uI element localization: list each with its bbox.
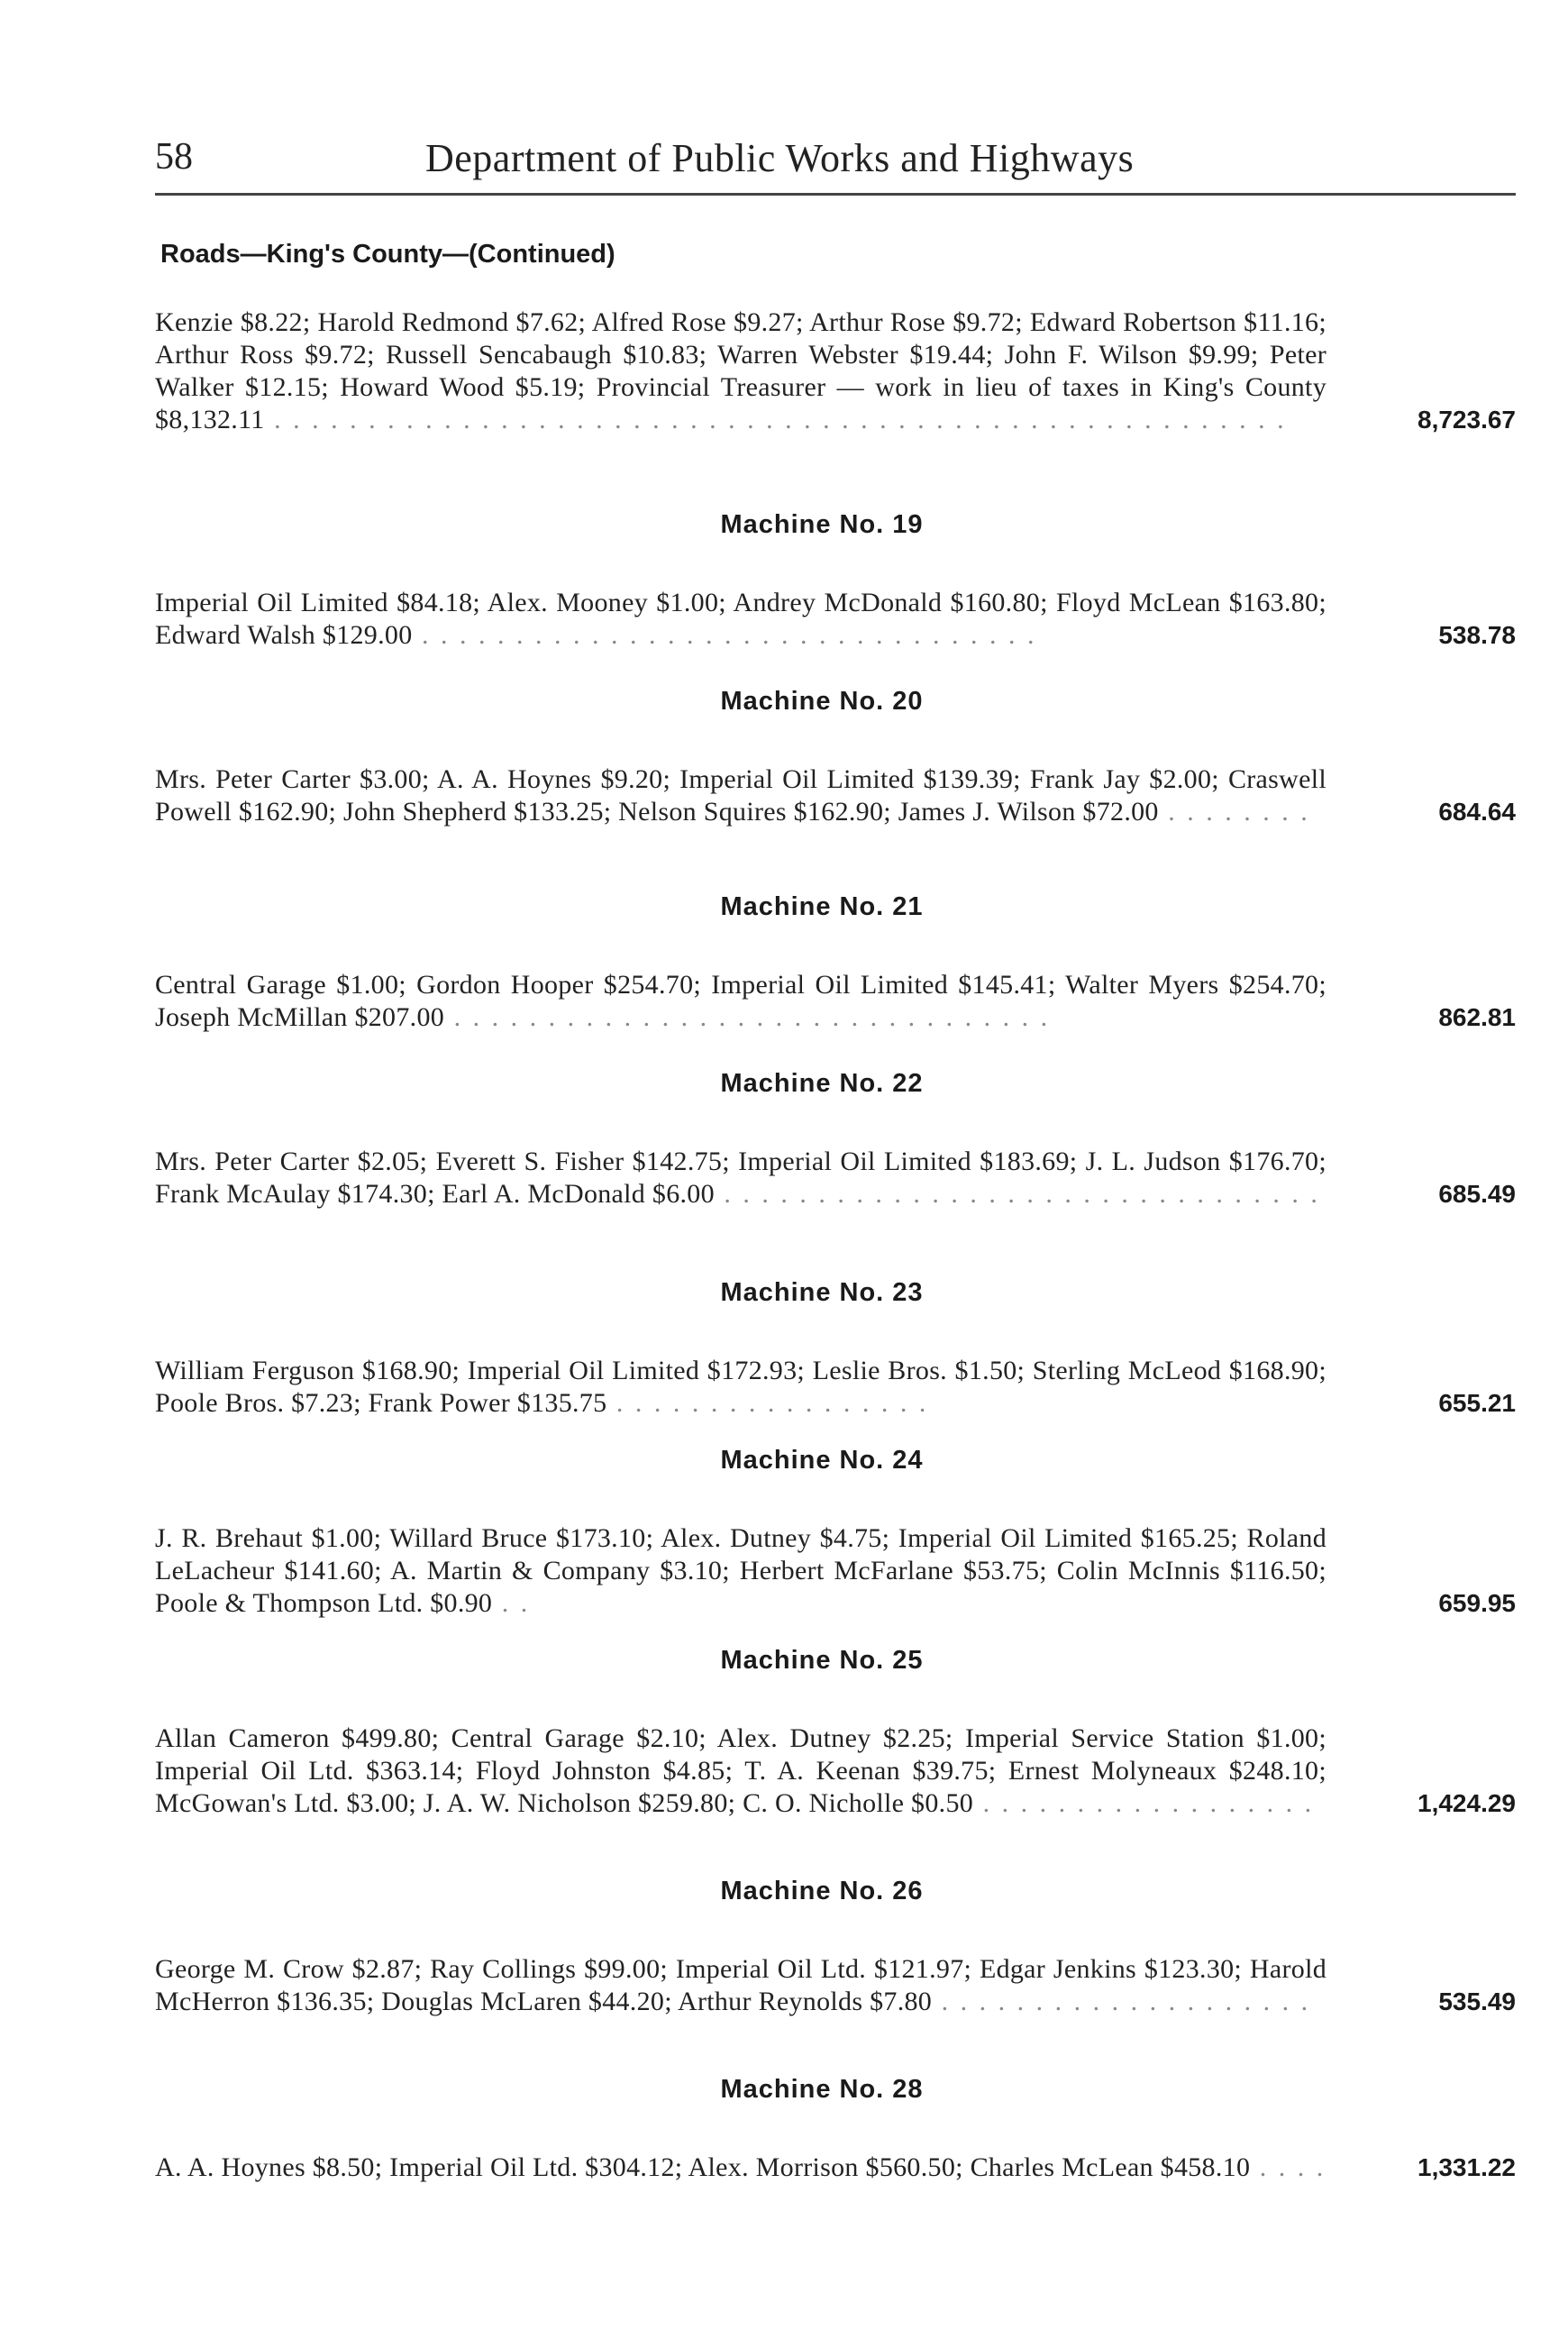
entry-text: Allan Cameron $499.80; Central Garage $2.10; Alex. Dutney $2.25; Imperial Service Station $1.00; Imperial Oil Ltd. $363.14; Floyd Johnston $4.85; T. A. Keenan $39.75; Ernest Molyneaux $248.10; McGowan's Ltd. $3.00; J. A. W. Nicholson $259.80; C. O. Nicholle $0.50 . . . . . . . . . . . . . . . . . .	[155, 1723, 1326, 1818]
dot-leader: . . . . . . . . . . . . . . . . . . . . . . . . . . . . . . . . . . . . . . . . . . . . . . . . . . . . . .	[264, 405, 1287, 434]
dot-leader: . . . . . . . . . . . . . . . . . . . . . . . . . . . . . . . .	[444, 1002, 1051, 1032]
entry-row	[155, 1953, 1516, 2018]
entry-machine-23	[155, 1278, 1516, 1420]
machine-heading: Machine No. 28	[720, 2075, 924, 2104]
dot-leader: . . . . . . . . . . . . . . . . . . . .	[932, 1987, 1311, 2016]
entry-machine-19	[155, 510, 1516, 652]
entry-machine-26	[155, 1877, 1516, 2018]
entry-total: 1,424.29	[1418, 1789, 1516, 1817]
entry-text: Central Garage $1.00; Gordon Hooper $254.70; Imperial Oil Limited $145.41; Walter Myers $254.70; Joseph McMillan $207.00 . . . . . . . . . . . . . . . . . . . . . . . . . . . . . . . .	[155, 970, 1326, 1032]
dot-leader: . . . . . . . . . . . . . . . . . . . . . . . . . . . . . . . . .	[412, 620, 1037, 650]
entry-row	[155, 1355, 1516, 1420]
machine-heading: Machine No. 22	[720, 1069, 924, 1098]
entry-row	[155, 1146, 1516, 1211]
entry-text: Kenzie $8.22; Harold Redmond $7.62; Alfred Rose $9.27; Arthur Rose $9.72; Edward Robertson $11.16; Arthur Ross $9.72; Russell Sencabaugh $10.83; Warren Webster $19.44; John F. Wilson $9.99; Peter Walker $12.15; Howard Wood $5.19; Provincial Treasurer — work in lieu of taxes in King's County $8,132.11 . . . . . . . . . . . . . . . . . . . . . . . . . . . . . . . . . . . . . . . . . . . . . . . . . . . . . .	[155, 307, 1326, 434]
entry-total: 659.95	[1438, 1589, 1516, 1617]
entry-text: Mrs. Peter Carter $2.05; Everett S. Fisher $142.75; Imperial Oil Limited $183.69; J. L. Judson $176.70; Frank McAulay $174.30; Earl A. McDonald $6.00 . . . . . . . . . . . . . . . . . . . . . . . . . . . . . . . .	[155, 1147, 1326, 1209]
running-title: Department of Public Works and Highways	[425, 136, 1135, 180]
entry-text: Imperial Oil Limited $84.18; Alex. Mooney $1.00; Andrey McDonald $160.80; Floyd McLean $163.80; Edward Walsh $129.00 . . . . . . . . . . . . . . . . . . . . . . . . . . . . . . . . .	[155, 588, 1326, 650]
machine-heading: Machine No. 21	[720, 892, 924, 921]
entry-row	[155, 2152, 1516, 2184]
entry-total: 862.81	[1438, 1003, 1516, 1031]
entry-total: 685.49	[1438, 1180, 1516, 1208]
section-heading: Roads—King's County—(Continued)	[160, 240, 615, 269]
machine-heading: Machine No. 25	[720, 1646, 924, 1675]
entry-text: Mrs. Peter Carter $3.00; A. A. Hoynes $9.20; Imperial Oil Limited $139.39; Frank Jay $2.00; Craswell Powell $162.90; John Shepherd $133.25; Nelson Squires $162.90; James J. Wilson $72.00 . . . . . . . .	[155, 764, 1326, 827]
entry-machine-20	[155, 687, 1516, 828]
dot-leader: . . . . . . . . . . . . . . . . . . . . . . . . . . . . . . . .	[714, 1179, 1320, 1209]
entry-row	[155, 1522, 1516, 1620]
page-number: 58	[155, 136, 193, 178]
header-rule	[155, 193, 1516, 196]
machine-heading: Machine No. 24	[720, 1446, 924, 1475]
dot-leader: . .	[492, 1588, 531, 1618]
entry-row	[155, 1722, 1516, 1820]
entry-machine-25	[155, 1646, 1516, 1820]
entry-machine-28	[155, 2075, 1516, 2184]
entry-continuation	[155, 306, 1516, 436]
entry-text: George M. Crow $2.87; Ray Collings $99.00; Imperial Oil Ltd. $121.97; Edgar Jenkins $123.30; Harold McHerron $136.35; Douglas McLaren $44.20; Arthur Reynolds $7.80 . . . . . . . . . . . . . . . . . . . .	[155, 1954, 1326, 2016]
entry-machine-24	[155, 1446, 1516, 1620]
entry-text: J. R. Brehaut $1.00; Willard Bruce $173.10; Alex. Dutney $4.75; Imperial Oil Limited $165.25; Roland LeLacheur $141.60; A. Martin & Company $3.10; Herbert McFarlane $53.75; Colin McInnis $116.50; Poole & Thompson Ltd. $0.90 . .	[155, 1523, 1326, 1618]
entry-total: 684.64	[1438, 798, 1516, 826]
entry-total: 1,331.22	[1418, 2153, 1516, 2181]
machine-heading: Machine No. 26	[720, 1877, 924, 1905]
dot-leader: . . . . . . . . . . . . . . . . .	[606, 1388, 929, 1418]
dot-leader: . . . .	[1250, 2152, 1326, 2182]
entry-total: 535.49	[1438, 1987, 1516, 2015]
entry-row	[155, 306, 1516, 436]
entry-text: William Ferguson $168.90; Imperial Oil Limited $172.93; Leslie Bros. $1.50; Sterling McLeod $168.90; Poole Bros. $7.23; Frank Power $135.75 . . . . . . . . . . . . . . . . .	[155, 1356, 1326, 1418]
dot-leader: . . . . . . . .	[1158, 797, 1310, 827]
entry-total: 655.21	[1438, 1389, 1516, 1417]
machine-heading: Machine No. 20	[720, 687, 924, 716]
entry-row	[155, 763, 1516, 828]
entry-machine-21	[155, 892, 1516, 1034]
entry-row	[155, 969, 1516, 1034]
dot-leader: . . . . . . . . . . . . . . . . . .	[973, 1788, 1315, 1818]
machine-heading: Machine No. 19	[720, 510, 924, 539]
entry-text: A. A. Hoynes $8.50; Imperial Oil Ltd. $304.12; Alex. Morrison $560.50; Charles McLean $458.10 . . . .	[155, 2152, 1326, 2182]
machine-heading: Machine No. 23	[720, 1278, 924, 1307]
entry-row	[155, 587, 1516, 652]
page-header	[155, 135, 1516, 189]
entry-total: 538.78	[1438, 621, 1516, 649]
entry-machine-22	[155, 1069, 1516, 1211]
entry-total: 8,723.67	[1418, 406, 1516, 434]
